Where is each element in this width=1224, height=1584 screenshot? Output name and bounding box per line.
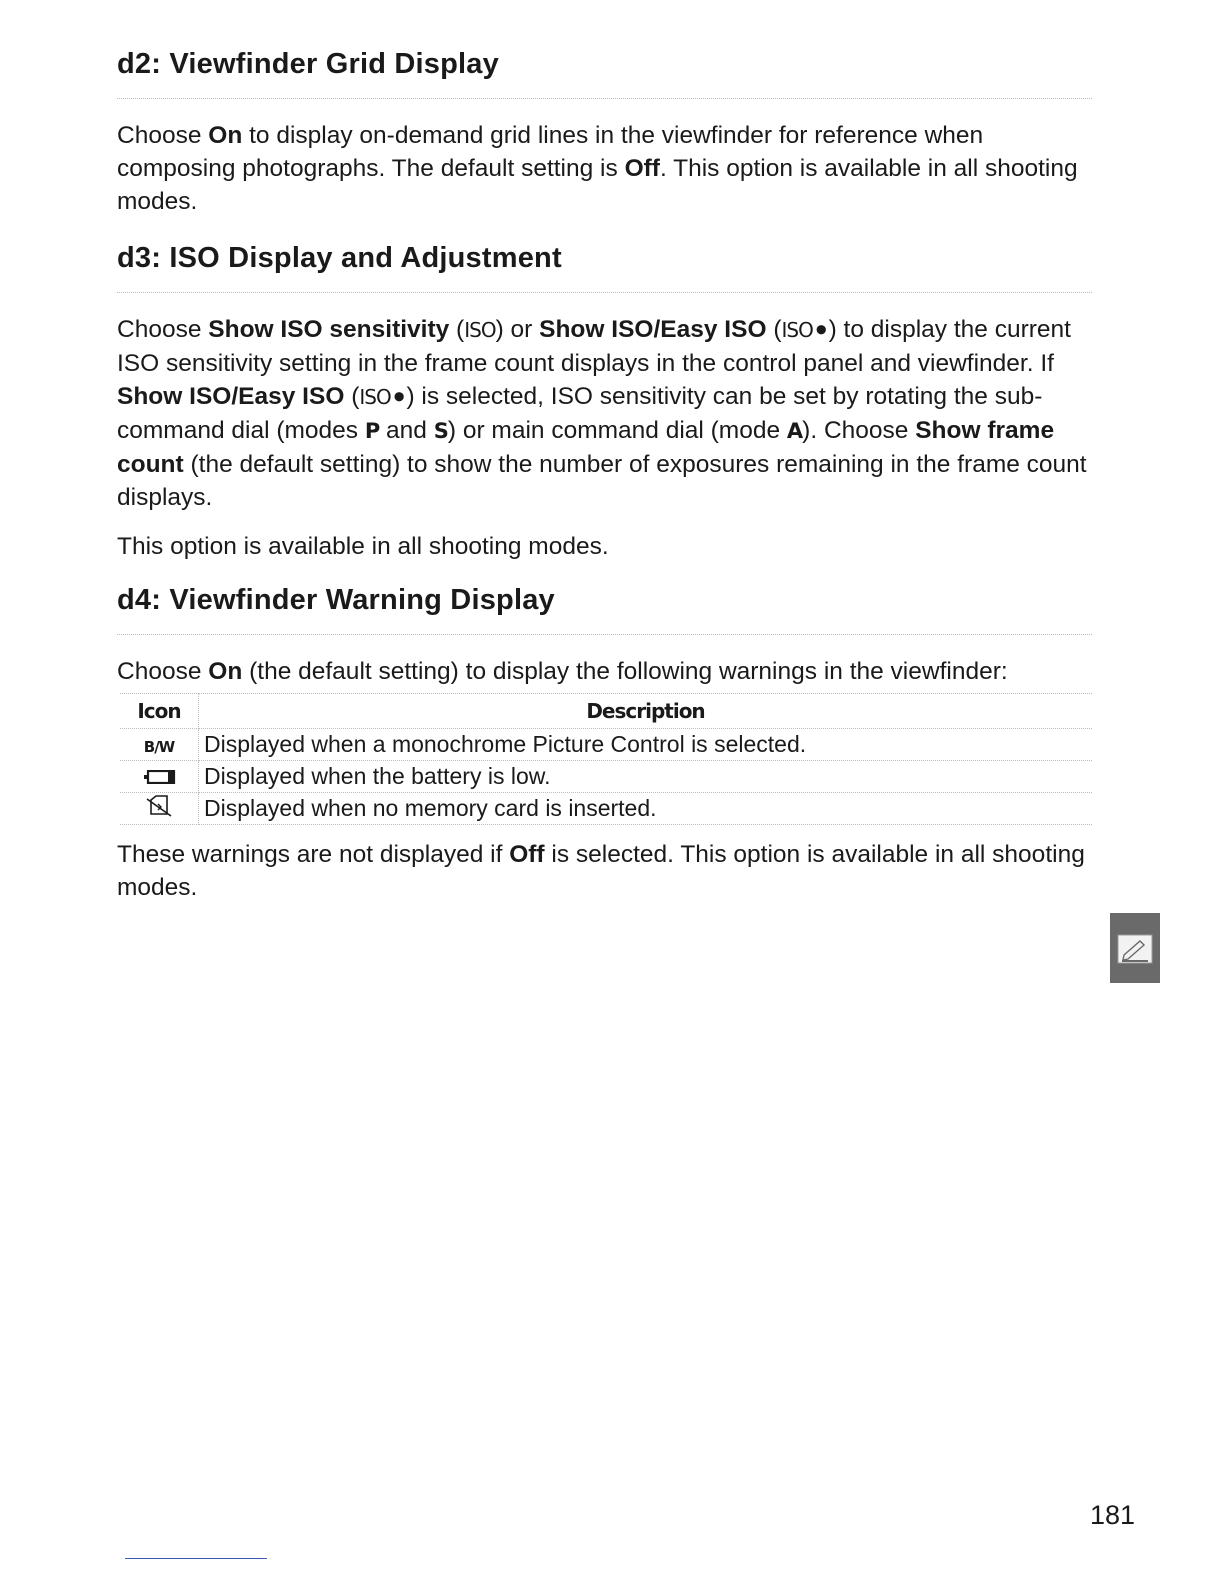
heading-d2: d2: Viewfinder Grid Display <box>117 48 499 80</box>
no-card-icon <box>120 793 199 825</box>
iso-easy-symbol: ISO⚫ <box>359 385 407 409</box>
table-header-row <box>120 694 1092 729</box>
heading-d4: d4: Viewfinder Warning Display <box>117 584 555 616</box>
page-number: 181 <box>1090 1500 1136 1530</box>
bw-icon: B/W <box>120 729 199 761</box>
table-row <box>120 729 1092 761</box>
row-description: Displayed when the battery is low. <box>199 761 1093 793</box>
warnings-table <box>120 693 1092 825</box>
paragraph-d3: Choose Show ISO sensitivity (ISO) or Show ISO/Easy ISO (ISO⚫) to display the current ISO sensitivity setting in the frame count displays in the control panel and viewfinder. If Show ISO/Easy ISO (ISO⚫) is selected, ISO sensitivity can be set by rotating the sub-command dial (modes P and S) or main command dial (mode A). Choose Show frame count (the default setting) to show the number of exposures remaining in the frame count displays. <box>117 316 1087 511</box>
paragraph-d3-availability: This option is available in all shooting modes. <box>117 533 609 560</box>
divider <box>117 634 1092 635</box>
table-row <box>120 793 1092 825</box>
paragraph-d4-intro: Choose On (the default setting) to display the following warnings in the viewfinder: <box>117 658 1008 685</box>
section-d4-outro <box>117 838 1092 904</box>
column-header-icon: Icon <box>120 694 199 729</box>
low-battery-icon <box>120 761 199 793</box>
table-row <box>120 761 1092 793</box>
custom-settings-tab-marker <box>1110 913 1160 983</box>
iso-easy-symbol: ISO⚫ <box>781 318 829 342</box>
heading-d3: d3: ISO Display and Adjustment <box>117 242 562 274</box>
custom-settings-pencil-icon <box>1110 913 1160 983</box>
row-description: Displayed when a monochrome Picture Control is selected. <box>199 729 1093 761</box>
footer-link-line <box>125 1558 267 1559</box>
section-d3 <box>117 240 1092 563</box>
row-description: Displayed when no memory card is inserted. <box>199 793 1093 825</box>
paragraph-d2: Choose On to display on-demand grid lines in the viewfinder for reference when composing photographs. The default setting is Off. This option is available in all shooting modes. <box>117 122 1078 215</box>
divider <box>117 292 1092 293</box>
section-d2 <box>117 46 1092 218</box>
divider <box>117 98 1092 99</box>
section-d4 <box>117 582 1092 688</box>
column-header-description: Description <box>199 694 1093 729</box>
iso-symbol: ISO <box>464 318 496 342</box>
paragraph-d4-outro: These warnings are not displayed if Off is selected. This option is available in all shooting modes. <box>117 841 1085 901</box>
